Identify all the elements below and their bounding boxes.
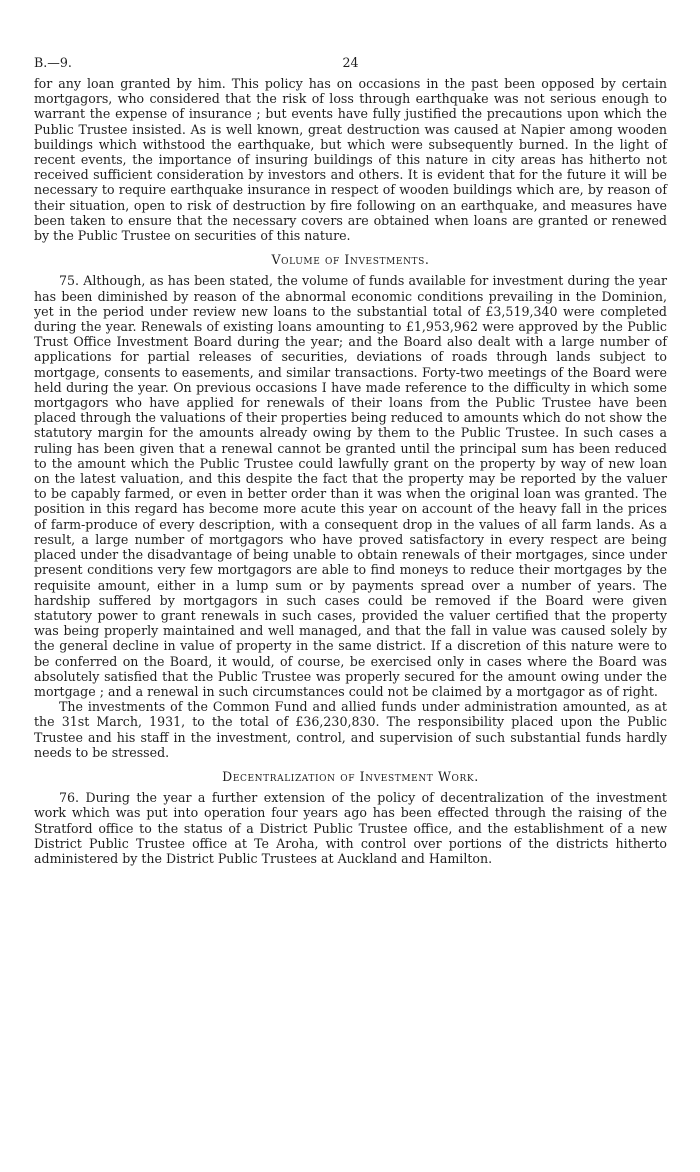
document-reference: B.—9.	[34, 55, 72, 70]
page-header	[34, 54, 667, 74]
page-number: 24	[342, 55, 359, 70]
paragraph-76: 76. During the year a further extension of the policy of decentralization of the investment work which was put into operation four years ago has been effected through the raising of the Stratford office to the status of a District Public Trustee office, and the establishment of a new District Public Trustee office at Te Aroha, with control over portions of the districts hitherto administered by the District Public Trustees at Auckland and Hamilton.	[34, 790, 667, 866]
section-heading-volume-of-investments: Volume of Investments.	[271, 252, 430, 268]
paragraph-intro: for any loan granted by him. This policy has on occasions in the past been opposed by certain mortgagors, who considered that the risk of loss through earthquake was not serious enough to warrant the expense of insurance ; but events have fully justified the precautions upon which the Public Trustee insisted. As is well known, great destruction was caused at Napier among wooden buildings which withstood the earthquake, but which were subsequently burned. In the light of recent events, the importance of insuring buildings of this nature in city areas has hitherto not received sufficient consideration by investors and others. It is evident that for the future it will be necessary to require earthquake insurance in respect of wooden buildings which are, by reason of their situation, open to risk of destruction by fire following on an earthquake, and measures have been taken to ensure that the necessary covers are obtained when loans are granted or renewed by the Public Trustee on securities of this nature.	[34, 76, 667, 244]
paragraph-75: 75. Although, as has been stated, the volume of funds available for investment during the year has been diminished by reason of the abnormal economic conditions prevailing in the Dominion, yet in the period under review new loans to the substantial total of £3,519,340 were completed during the year. Renewals of existing loans amounting to £1,953,962 were approved by the Public Trust Office Investment Board during the year; and the Board also dealt with a large number of applications for partial releases of securities, deviations of roads through lands subject to mortgage, consents to easements, and similar transactions. Forty-two meetings of the Board were held during the year. On previous occasions I have made reference to the difficulty in which some mortgagors who have applied for renewals of their loans from the Public Trustee have been placed through the valuations of their properties being reduced to amounts which do not show the statutory margin for the amounts already owing by them to the Public Trustee. In such cases a ruling has been given that a renewal cannot be granted until the principal sum has been reduced to the amount which the Public Trustee could lawfully grant on the property by way of new loan on the latest valuation, and this despite the fact that the property may be reported by the valuer to be capably farmed, or even in better order than it was when the original loan was granted. The position in this regard has become more acute this year on account of the heavy fall in the prices of farm-produce of every description, with a consequent drop in the values of all farm lands. As a result, a large number of mortgagors who have proved satisfactory in every respect are being placed under the disadvantage of being unable to obtain renewals of their mortgages, since under present conditions very few mortgagors are able to find moneys to reduce their mortgages by the requisite amount, either in a lump sum or by payments spread over a number of years. The hardship suffered by mortgagors in such cases could be removed if the Board were given statutory power to grant renewals in such cases, provided the valuer certified that the property was being properly maintained and well managed, and that the fall in value was caused solely by the general decline in value of property in the same district. If a discretion of this nature were to be conferred on the Board, it would, of course, be exercised only in cases where the Board was absolutely satisfied that the Public Trustee was properly secured for the amount owing under the mortgage ; and a renewal in such circumstances could not be claimed by a mortgagor as of right.	[34, 273, 667, 699]
document-body	[34, 76, 667, 866]
section-heading-decentralization: Decentralization of Investment Work.	[222, 768, 479, 784]
paragraph-common-fund: The investments of the Common Fund and allied funds under administration amounted, as at the 31st March, 1931, to the total of £36,230,830. The responsibility placed upon the Public Trustee and his staff in the investment, control, and supervision of such substantial funds hardly needs to be stressed.	[34, 699, 667, 760]
